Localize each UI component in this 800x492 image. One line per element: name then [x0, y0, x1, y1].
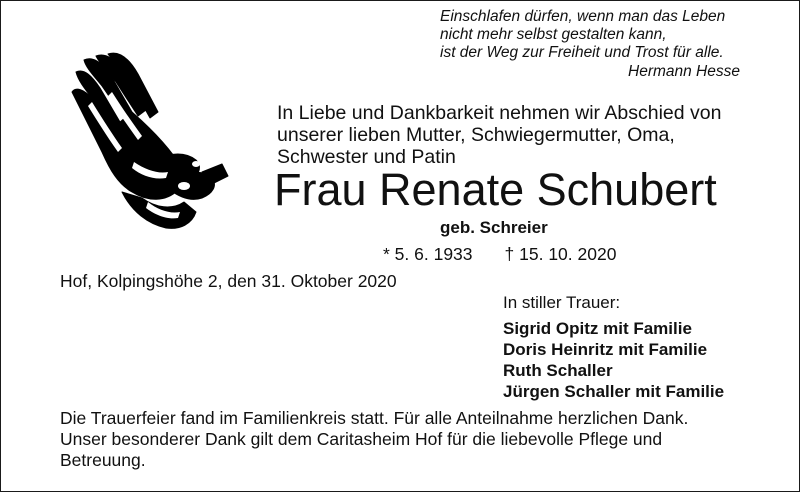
place-date: Hof, Kolpingshöhe 2, den 31. Oktober 2020 [60, 271, 397, 291]
intro-line: In Liebe und Dankbarkeit nehmen wir Abschied von [277, 102, 722, 124]
praying-hands-icon [62, 52, 232, 232]
intro-line: unserer lieben Mutter, Schwiegermutter, Oma, [277, 124, 675, 146]
footer-line: Unser besonderer Dank gilt dem Caritasheim Hof für die liebevolle Pflege und [60, 429, 663, 449]
footer-line: Die Trauerfeier fand im Familienkreis statt. Für alle Anteilnahme herzlichen Dank. [60, 408, 689, 428]
footer-line: Betreuung. [60, 450, 146, 470]
death-date: † 15. 10. 2020 [504, 244, 617, 264]
birth-date: * 5. 6. 1933 [383, 244, 473, 264]
quote-author: Hermann Hesse [628, 63, 740, 80]
intro-text [277, 102, 777, 168]
quote-line: ist der Weg zur Freiheit und Trost für alle. [440, 44, 724, 61]
mourner-name: Ruth Schaller [503, 361, 613, 380]
mourners-block [503, 292, 724, 402]
funeral-note [60, 408, 780, 471]
hesse-quote [440, 8, 740, 81]
intro-line: Schwester und Patin [277, 146, 456, 168]
maiden-name: geb. Schreier [440, 218, 548, 237]
mourner-name: Doris Heinritz mit Familie [503, 340, 708, 359]
mourner-name: Sigrid Opitz mit Familie [503, 319, 692, 338]
deceased-name: Frau Renate Schubert [274, 164, 717, 215]
life-dates [383, 244, 616, 265]
mourners-label: In stiller Trauer: [503, 293, 621, 312]
mourner-name: Jürgen Schaller mit Familie [503, 382, 725, 401]
quote-line: nicht mehr selbst gestalten kann, [440, 26, 667, 43]
quote-line: Einschlafen dürfen, wenn man das Leben [440, 8, 726, 25]
